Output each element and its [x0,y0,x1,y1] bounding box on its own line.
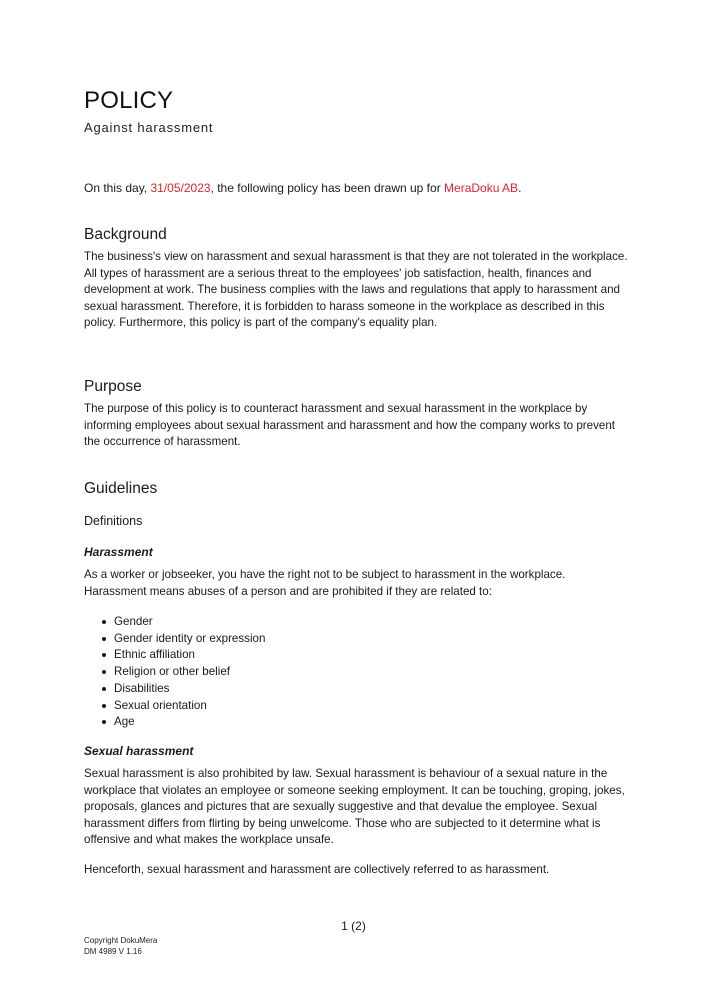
background-heading: Background [84,226,167,243]
company-name: MeraDoku AB [444,181,519,195]
bullet-icon [102,637,106,641]
policy-date: 31/05/2023 [150,181,211,195]
bullet-icon [102,704,106,708]
list-item [84,698,265,715]
bullet-icon [102,720,106,724]
definitions-heading: Definitions [84,514,143,528]
footer-copyright: Copyright DokuMera [84,936,158,945]
list-item-label: Age [114,715,135,729]
document-title: POLICY [84,87,174,114]
bullet-icon [102,653,106,657]
list-item-label: Disabilities [114,681,170,695]
list-item [84,681,265,698]
list-item-label: Religion or other belief [114,665,231,679]
guidelines-heading: Guidelines [84,480,158,497]
document-subtitle: Against harassment [84,120,214,135]
list-item-label: Ethnic affiliation [114,648,195,662]
list-item [84,647,265,664]
sexual-harassment-heading: Sexual harassment [84,744,194,758]
list-item-label: Gender identity or expression [114,631,266,645]
background-text: The business's view on harassment and sexual harassment is that they are not tolerated in the workplace. All types of harassment are a serious threat to the employees' job satisfaction, health, finances and development at work. The business complies with the laws and regulations that apply to harassment and sexual harassment. Therefore, it is forbidden to harass someone in the workplace as described in this policy. Furthermore, this policy is part of the company's equality plan. [84,250,628,330]
bullet-icon [102,687,106,691]
footer-doc-id: DM 4989 V 1.16 [84,946,142,956]
list-item [84,631,265,648]
purpose-text: The purpose of this policy is to counteract harassment and sexual harassment in the workplace by informing employees about sexual harassment and harassment and how the company works to prevent the occurrence of harassment. [84,402,616,449]
list-item-label: Gender [114,615,153,628]
page-number: 1 (2) [341,919,366,933]
sexual-harassment-text: Sexual harassment is also prohibited by law. Sexual harassment is behaviour of a sexual nature in the workplace that violates an employee or someone seeking employment. It can be touching, groping, jokes, proposals, glances and pictures that are sexually suggestive and that devalue the employee. Sexual harassment differs from flirting by being unwelcome. Those who are subjected to it determine what is offensive and what makes the workplace unsafe. [84,767,625,847]
intro-prefix: On this day, [84,181,151,195]
purpose-heading: Purpose [84,378,142,395]
sexual-harassment-closing: Henceforth, sexual harassment and harassment are collectively referred to as harassment. [84,863,550,876]
page-footer [84,936,157,957]
harassment-heading: Harassment [84,545,153,559]
list-item [84,664,265,681]
list-item-label: Sexual orientation [114,698,207,712]
bullet-icon [102,620,106,624]
list-item [84,614,265,631]
intro-middle: , the following policy has been drawn up for [210,181,445,195]
list-item [84,714,265,731]
intro-suffix: . [518,181,522,195]
harassment-text: As a worker or jobseeker, you have the right not to be subject to harassment in the workplace. Harassment means abuses of a person and are prohibited if they are related to: [84,568,566,598]
intro-sentence [84,180,521,197]
harassment-grounds-list [84,614,265,731]
bullet-icon [102,670,106,674]
